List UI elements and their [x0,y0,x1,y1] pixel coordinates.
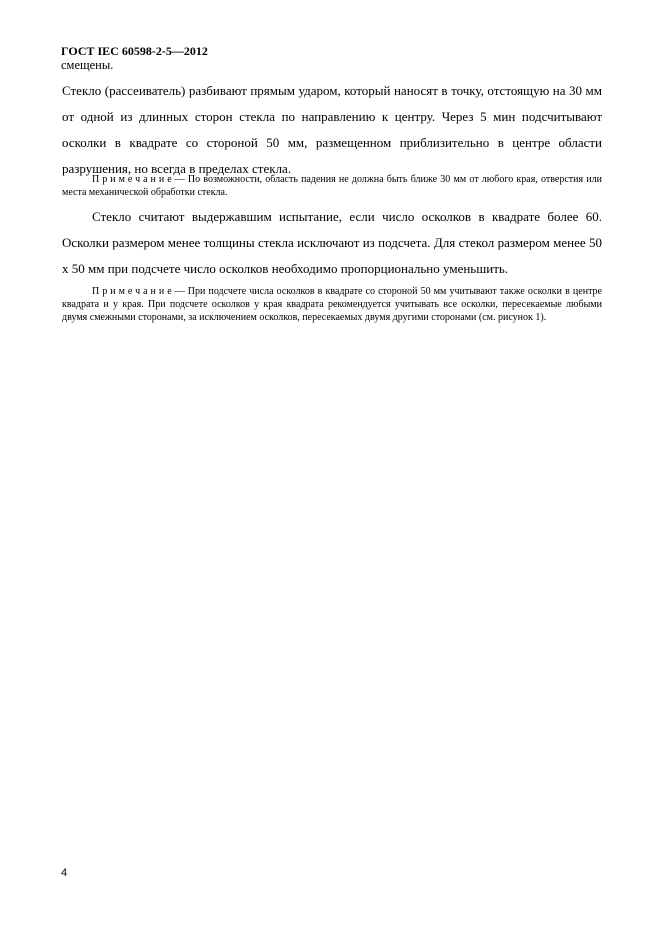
continued-text: смещены. [61,58,114,72]
document-standard-title: ГОСТ IEC 60598-2-5—2012 [61,44,208,58]
note-impact-area [62,173,602,199]
paragraph-glass-breaking: Стекло (рассеиватель) разбивают прямым ударом, который наносят в точку, отстоящую на 30 мм от одной из длинных сторон стекла по направлению к центру. Через 5 мин подсчитывают осколки в квадрате со стороной 50 мм, размещенном приблизительно в центре области разрушения, но всегда в пределах стекла. [62,83,602,176]
page-number: 4 [61,867,68,879]
note-text: — По возможности, область падения не должна быть ближе 30 мм от любого края, отверстия или места механической обработки стекла. [62,174,602,198]
note-label: Примечание [92,286,175,297]
paragraph-test-criteria: Стекло считают выдержавшим испытание, если число осколков в квадрате более 60. Осколки размером менее толщины стекла исключают из подсчета. Для стекол размером менее 50 х 50 мм при подсчете число осколков необходимо пропорционально уменьшить. [62,209,602,276]
note-fragment-counting [62,285,602,324]
note-text: — При подсчете числа осколков в квадрате со стороной 50 мм учитывают также осколки в центре квадрата и у края. При подсчете осколков у края квадрата рекомендуется учитывать все осколки, пересекаемые любыми двумя смежными сторонами, за исключением осколков, пересекаемых двумя другими сторонами (см. рисунок 1). [62,286,602,323]
note-label: Примечание [92,174,175,185]
